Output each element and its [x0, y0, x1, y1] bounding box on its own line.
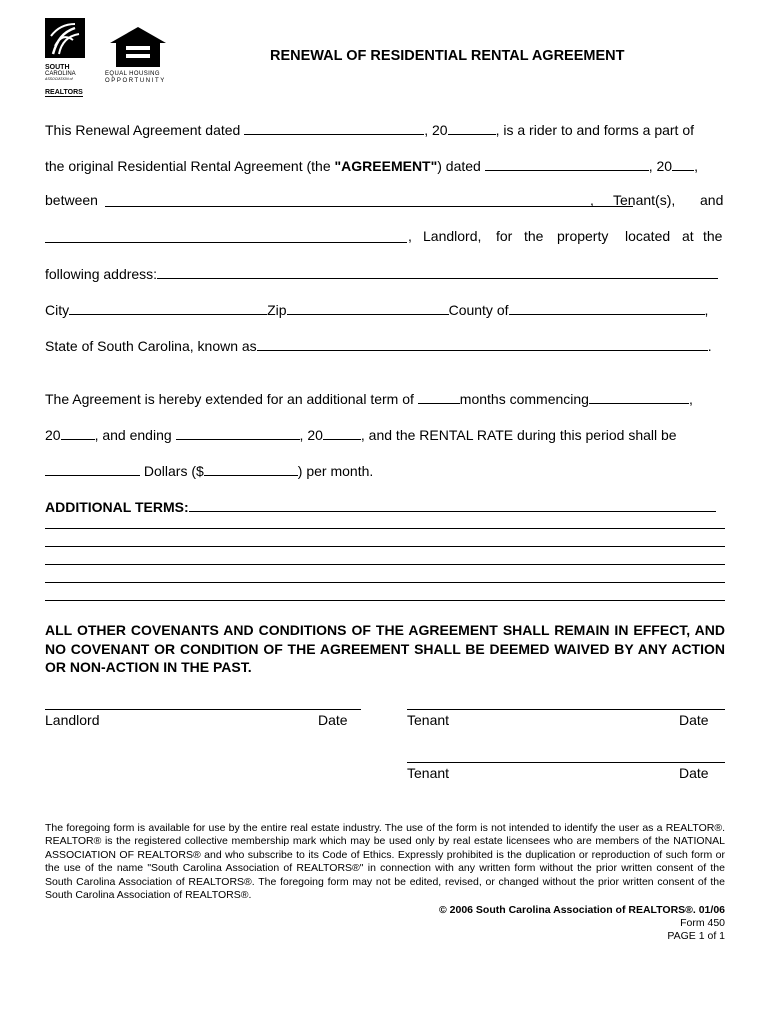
tenant-label-2: Tenant — [407, 765, 450, 781]
ending-date-field[interactable] — [176, 424, 300, 440]
l4-text-h: the — [703, 228, 723, 244]
l9-text-b: , and ending — [94, 427, 172, 443]
agreement-year-field[interactable] — [448, 119, 496, 135]
original-date-field[interactable] — [485, 155, 649, 171]
body-line-2 — [45, 155, 698, 175]
sc-logo-text-4: REALTORS — [45, 89, 83, 96]
term-months-field[interactable] — [418, 388, 460, 404]
l6-text-b: Zip — [267, 302, 287, 318]
l4-text-c: for — [496, 228, 513, 244]
landlord-label: Landlord — [45, 712, 100, 728]
sc-logo-text-2: CAROLINA — [45, 71, 76, 77]
landlord-signature-line[interactable] — [45, 709, 361, 710]
l3-text-c: Tenant(s), — [613, 192, 676, 208]
l6-text-c: County of — [448, 302, 509, 318]
equal-housing-house-icon — [108, 25, 168, 69]
additional-terms-field-5[interactable] — [45, 582, 725, 583]
equal-housing-text-2: OPPORTUNITY — [105, 78, 166, 84]
commencing-year-field[interactable] — [61, 424, 95, 440]
l1-text-c: , is a rider to and forms a part of — [495, 122, 695, 138]
body-line-5 — [45, 263, 718, 283]
following-address-field[interactable] — [157, 263, 718, 279]
l9-text-d: , and the RENTAL RATE during this period shall be — [360, 427, 677, 443]
landlord-date-label: Date — [318, 712, 348, 728]
l3-text-a: between — [45, 192, 98, 208]
tenant-signature-line-1[interactable] — [407, 709, 725, 710]
tenant-date-label-1: Date — [679, 712, 709, 728]
additional-terms-field-3[interactable] — [45, 546, 725, 547]
original-year-field[interactable] — [672, 155, 694, 171]
body-line-9 — [45, 424, 677, 444]
tenant-names-field[interactable] — [105, 191, 633, 207]
additional-terms-line — [45, 496, 716, 516]
l8-text-b: months commencing — [459, 391, 589, 407]
l2-text-c: ) dated — [437, 158, 481, 174]
l8-text-c: , — [688, 391, 693, 407]
l5-text-a: following address: — [45, 266, 158, 282]
l6-text-a: City — [45, 302, 70, 318]
l4-text-b: Landlord, — [423, 228, 482, 244]
landlord-name-field[interactable] — [45, 227, 407, 243]
l7-text-a: State of South Carolina, known as — [45, 338, 257, 354]
l3-text-b: , — [590, 192, 594, 208]
county-field[interactable] — [509, 299, 705, 315]
tenant-label-1: Tenant — [407, 712, 450, 728]
additional-terms-field-6[interactable] — [45, 600, 725, 601]
body-line-10 — [45, 460, 373, 480]
l9-text-c: , 20 — [299, 427, 323, 443]
body-line-3 — [45, 191, 725, 209]
l7-text-b: . — [707, 338, 712, 354]
additional-terms-field-4[interactable] — [45, 564, 725, 565]
sc-realtors-logo-icon — [45, 18, 85, 58]
equal-housing-text-1: EQUAL HOUSING — [105, 71, 160, 77]
known-as-field[interactable] — [257, 335, 708, 351]
l4-text-a: , — [408, 228, 412, 244]
commencing-date-field[interactable] — [589, 388, 689, 404]
footer-disclaimer: The foregoing form is available for use by the entire real estate industry. The use of the form is not intended to identify the user as a REALTOR®. REALTOR® is the registered collective membership mark which may be used only by real estate licensees who are members of the NATIONAL ASSOCIATION OF REALTORS® and who subscribe to its Code of Ethics. Expressly prohibited is the duplication or reproduction of such form or the use of the name "South Carolina Association of REALTORS®" in connection with any written form without the prior written consent of the South Carolina Association of REALTORS®. The foregoing form may not be edited, revised, or changed without the prior written consent of the South Carolina Association of REALTORS®. — [45, 822, 725, 902]
city-field[interactable] — [69, 299, 267, 315]
additional-terms-label: ADDITIONAL TERMS: — [45, 499, 189, 515]
l2-text-d: , 20 — [648, 158, 673, 174]
covenants-paragraph: ALL OTHER COVENANTS AND CONDITIONS OF THE AGREEMENT SHALL REMAIN IN EFFECT, AND NO COVENANT OR CONDITION OF THE AGREEMENT SHALL BE DEEMED WAIVED BY ANY ACTION OR NON-ACTION IN THE PAST. — [45, 622, 725, 675]
footer-form-number: Form 450 — [680, 917, 725, 929]
body-line-8 — [45, 388, 693, 408]
l2-agreement-bold: "AGREEMENT" — [334, 158, 438, 174]
body-line-1 — [45, 119, 694, 139]
l10-text-b: ) per month. — [297, 463, 374, 479]
agreement-date-field[interactable] — [244, 119, 424, 135]
rent-words-field[interactable] — [45, 460, 140, 476]
l8-text-a: The Agreement is hereby extended for an additional term of — [45, 391, 414, 407]
body-line-7 — [45, 335, 712, 355]
sc-logo-text-3: ASSOCIATION of — [45, 77, 73, 81]
zip-field[interactable] — [287, 299, 449, 315]
l4-text-d: the — [524, 228, 544, 244]
tenant-date-label-2: Date — [679, 765, 709, 781]
l4-text-e: property — [557, 228, 609, 244]
tenant-signature-line-2[interactable] — [407, 762, 725, 763]
footer-page-number: PAGE 1 of 1 — [667, 930, 725, 942]
rent-amount-field[interactable] — [204, 460, 298, 476]
l4-text-f: located — [625, 228, 671, 244]
body-line-6 — [45, 299, 708, 319]
additional-terms-field-2[interactable] — [45, 528, 725, 529]
ending-year-field[interactable] — [323, 424, 361, 440]
l9-text-a: 20 — [45, 427, 61, 443]
l2-text-a: the original Residential Rental Agreement (the — [45, 158, 335, 174]
sc-logo-text-1: SOUTH — [45, 64, 70, 71]
additional-terms-field-1[interactable] — [189, 496, 716, 512]
footer-copyright: © 2006 South Carolina Association of REALTORS®. 01/06 — [438, 904, 725, 916]
l2-text-e: , — [694, 158, 698, 174]
sc-realtors-logo — [45, 18, 85, 96]
l3-text-d: and — [700, 192, 724, 208]
page-title: RENEWAL OF RESIDENTIAL RENTAL AGREEMENT — [270, 48, 625, 64]
equal-housing-logo — [105, 25, 171, 85]
l10-text-a: Dollars ($ — [143, 463, 204, 479]
l4-text-g: at — [682, 228, 694, 244]
l1-text-b: , 20 — [424, 122, 448, 138]
l6-text-d: , — [704, 302, 709, 318]
l1-text-a: This Renewal Agreement dated — [45, 122, 241, 138]
